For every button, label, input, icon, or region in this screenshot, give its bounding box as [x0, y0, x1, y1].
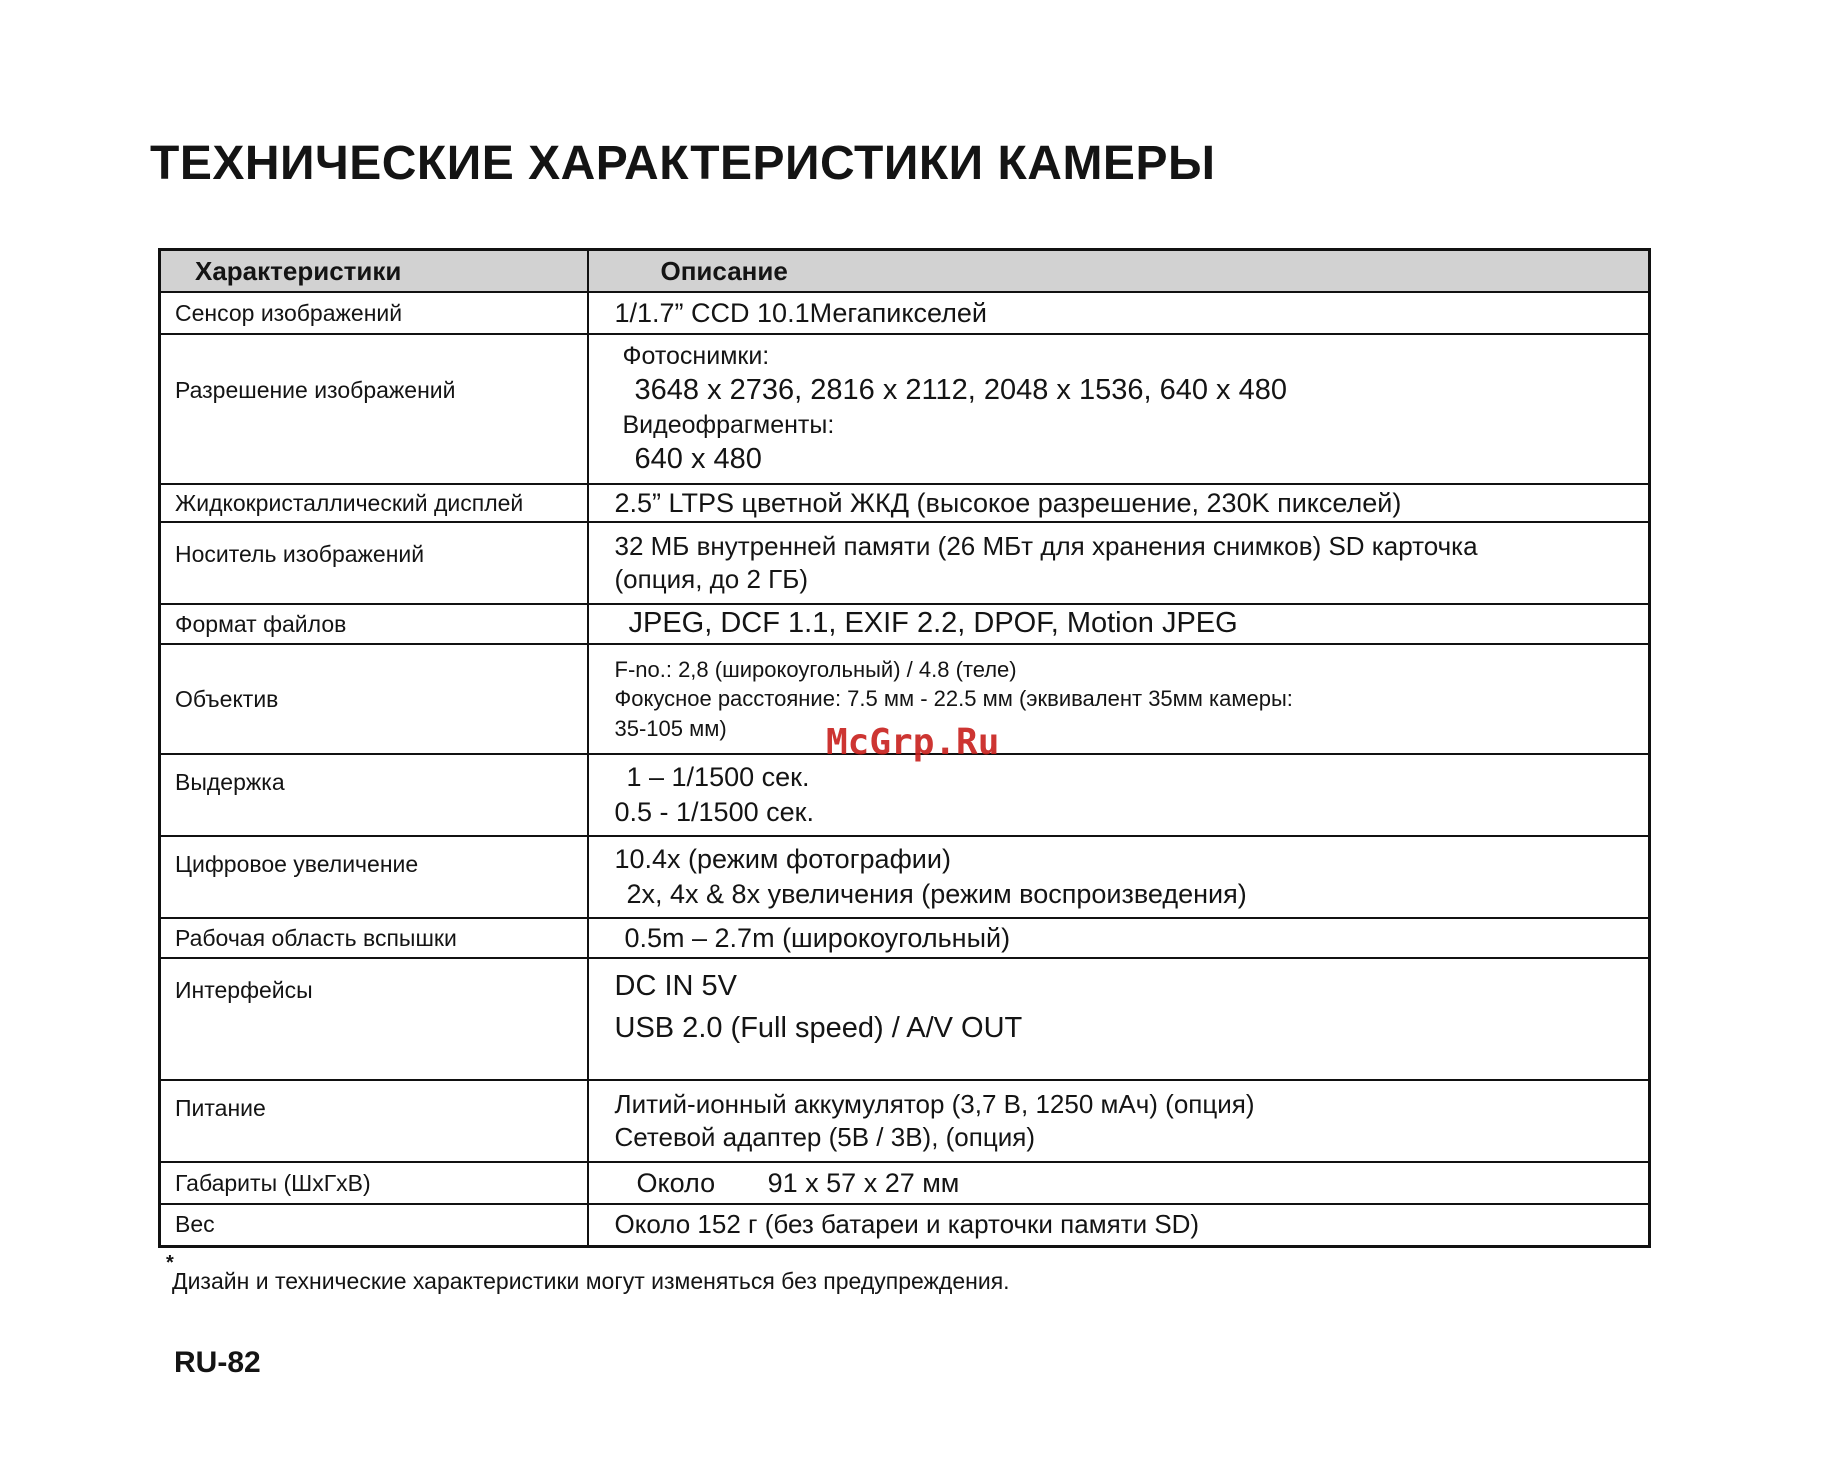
spec-desc-line: (опция, до 2 ГБ)	[614, 564, 808, 594]
spec-desc-line: Фотоснимки:	[622, 341, 770, 370]
spec-desc	[588, 1080, 1650, 1162]
spec-desc	[588, 836, 1650, 918]
footnote	[166, 1252, 1010, 1295]
page-title: ТЕХНИЧЕСКИЕ ХАРАКТЕРИСТИКИ КАМЕРЫ	[150, 137, 1216, 190]
spec-desc-line: 0.5 - 1/1500 сек.	[614, 797, 814, 827]
spec-desc-line: Сетевой адаптер (5В / 3В), (опция)	[614, 1122, 1035, 1152]
spec-name: Разрешение изображений	[160, 334, 588, 484]
footnote-marker: *	[166, 1252, 174, 1274]
spec-desc-line: JPEG, DCF 1.1, EXIF 2.2, DPOF, Motion JPEG	[628, 607, 1238, 640]
table-header-row	[160, 250, 1650, 293]
spec-name: Выдержка	[160, 754, 588, 836]
table-row	[160, 754, 1650, 836]
spec-name: Питание	[160, 1080, 588, 1162]
spec-desc-line: DC IN 5V	[614, 970, 737, 1002]
table-row	[160, 836, 1650, 918]
table-row	[160, 604, 1650, 644]
spec-desc	[588, 484, 1650, 522]
spec-name: Жидкокристаллический дисплей	[160, 484, 588, 522]
table-row	[160, 1162, 1650, 1204]
spec-name: Носитель изображений	[160, 522, 588, 604]
spec-desc	[588, 1162, 1650, 1204]
spec-desc-line: Около 91 x 57 x 27 мм	[636, 1167, 960, 1198]
table-row	[160, 292, 1650, 334]
spec-name: Вес	[160, 1204, 588, 1246]
spec-desc-line: 640 x 480	[634, 443, 762, 475]
spec-desc-line: Видеофрагменты:	[622, 411, 835, 439]
spec-desc-line: F-no.: 2,8 (широкоугольный) / 4.8 (теле)	[614, 657, 1017, 683]
spec-desc-line: Около 152 г (без батареи и карточки памяти SD)	[614, 1209, 1200, 1240]
spec-desc	[588, 522, 1650, 604]
table-row	[160, 918, 1650, 958]
page-number: RU-82	[174, 1346, 261, 1379]
spec-name: Объектив	[160, 644, 588, 754]
spec-desc-line: 1/1.7” CCD 10.1Мегапикселей	[614, 297, 987, 328]
spec-name: Габариты (ШхГхВ)	[160, 1162, 588, 1204]
table-row	[160, 958, 1650, 1080]
table-row	[160, 334, 1650, 484]
header-description: Описание	[588, 250, 1650, 293]
spec-desc	[588, 604, 1650, 644]
spec-name: Интерфейсы	[160, 958, 588, 1080]
table-row	[160, 1080, 1650, 1162]
spec-desc-line: USB 2.0 (Full speed) / A/V OUT	[614, 1012, 1023, 1045]
spec-desc-line: 10.4x (режим фотографии)	[614, 844, 951, 875]
spec-desc-line: Фокусное расстояние: 7.5 мм - 22.5 мм (эквивалент 35мм камеры:	[614, 686, 1293, 712]
spec-desc	[588, 644, 1650, 754]
spec-desc-line: 35-105 мм)	[614, 715, 727, 741]
spec-desc-line: 2.5” LTPS цветной ЖКД (высокое разрешение, 230K пикселей)	[614, 487, 1402, 518]
spec-desc-line: 3648 x 2736, 2816 x 2112, 2048 x 1536, 640 x 480	[634, 373, 1287, 406]
spec-desc	[588, 958, 1650, 1080]
spec-desc-line: 2x, 4x & 8x увеличения (режим воспроизведения)	[626, 879, 1247, 909]
spec-desc	[588, 918, 1650, 958]
table-row	[160, 1204, 1650, 1246]
spec-name: Формат файлов	[160, 604, 588, 644]
header-characteristics: Характеристики	[160, 250, 588, 293]
spec-desc-line: 0.5m – 2.7m (широкоугольный)	[624, 922, 1011, 953]
spec-name: Сенсор изображений	[160, 292, 588, 334]
spec-name: Рабочая область вспышки	[160, 918, 588, 958]
table-row	[160, 522, 1650, 604]
footnote-text: Дизайн и технические характеристики могут изменяться без предупреждения.	[172, 1268, 1010, 1294]
spec-desc-line: Литий-ионный аккумулятор (3,7 В, 1250 мАч) (опция)	[614, 1088, 1255, 1119]
spec-desc	[588, 754, 1650, 836]
spec-desc-line: 32 МБ внутренней памяти (26 МБт для хранения снимков) SD карточка	[614, 530, 1478, 561]
spec-name: Цифровое увеличение	[160, 836, 588, 918]
spec-desc	[588, 334, 1650, 484]
watermark: McGrp.Ru	[826, 722, 1000, 763]
spec-desc	[588, 1204, 1650, 1246]
table-row	[160, 484, 1650, 522]
spec-desc-line: 1 – 1/1500 сек.	[626, 762, 810, 793]
spec-desc	[588, 292, 1650, 334]
